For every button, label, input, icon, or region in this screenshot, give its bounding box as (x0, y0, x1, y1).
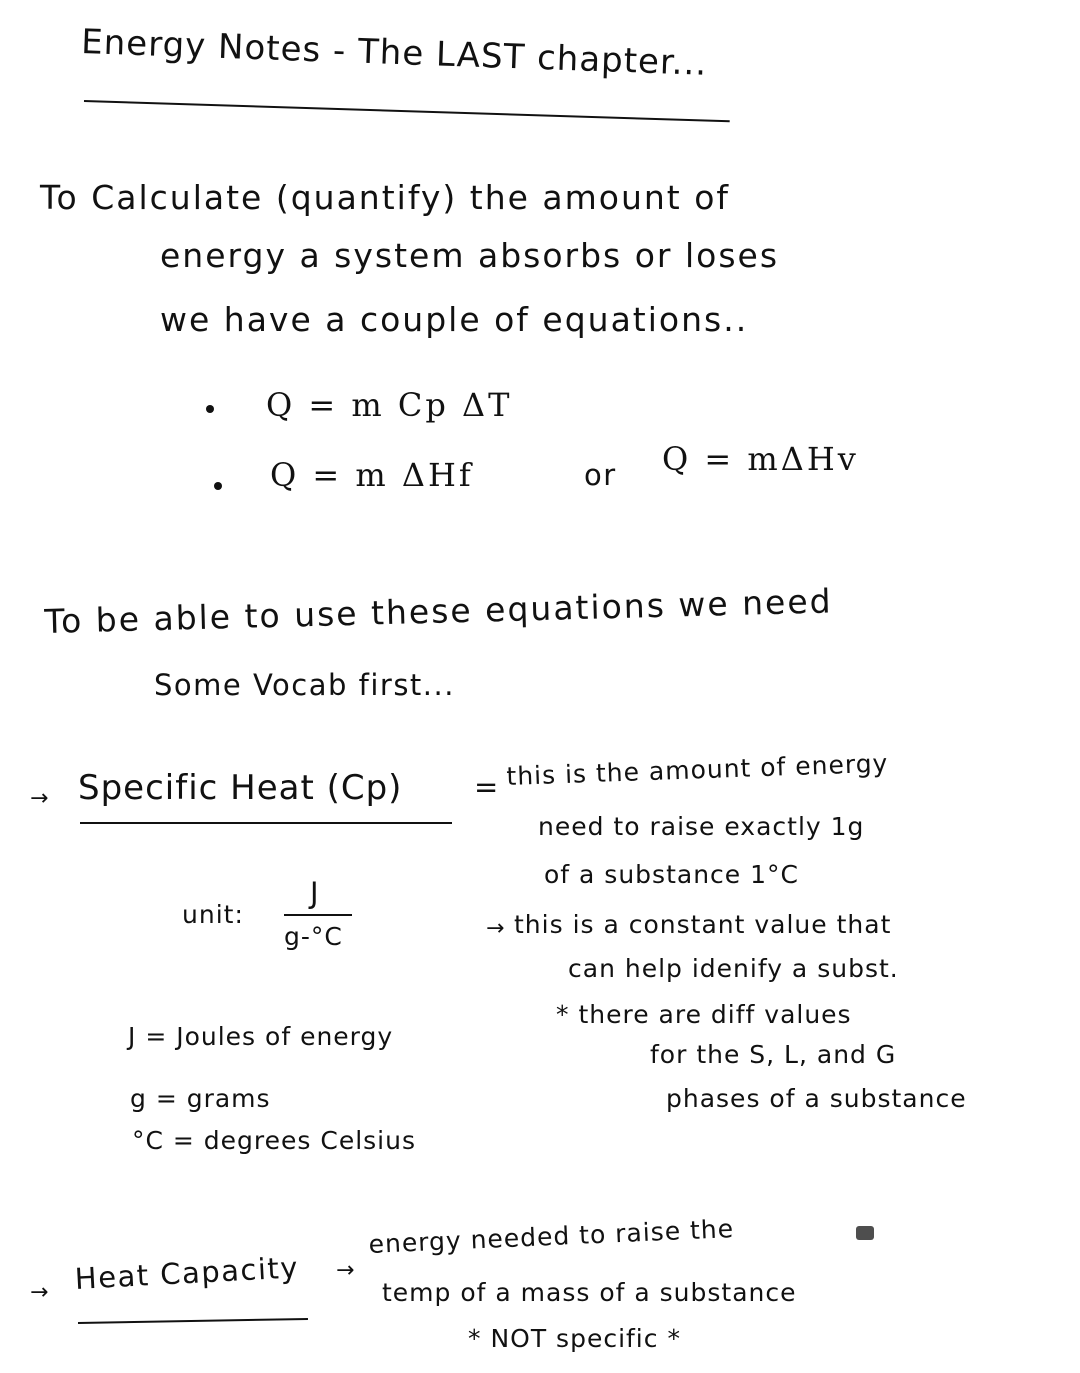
specific-heat-note-2: can help idenify a subst. (568, 954, 899, 983)
term-heat-capacity: Heat Capacity (74, 1250, 300, 1296)
equation-specific-heat: Q = m Cp ΔT (266, 386, 513, 424)
arrow-icon: → (486, 916, 505, 941)
legend-grams: g = grams (130, 1084, 271, 1113)
page-title: Energy Notes - The LAST chapter... (80, 22, 708, 84)
specific-heat-note-3: * there are diff values (556, 1000, 852, 1029)
title-underline (84, 100, 730, 122)
heat-capacity-def-3: * NOT specific * (468, 1324, 681, 1353)
intro-line-3: we have a couple of equations.. (160, 300, 749, 339)
bullet-dot (206, 405, 214, 413)
equation-vaporization: Q = mΔHv (662, 440, 859, 478)
unit-label: unit: (182, 900, 244, 929)
legend-joules: J = Joules of energy (128, 1022, 394, 1051)
intro-line-1: To Calculate (quantify) the amount of (40, 178, 731, 217)
heat-capacity-def-2: temp of a mass of a substance (382, 1278, 797, 1307)
vocab-intro-line-2: Some Vocab first... (154, 668, 455, 702)
unit-numerator: J (310, 876, 321, 910)
legend-celsius: °C = degrees Celsius (132, 1126, 417, 1155)
fraction-bar (284, 914, 352, 916)
term-underline (80, 822, 452, 824)
arrow-icon: → (30, 1280, 49, 1305)
specific-heat-def-2: need to raise exactly 1g (538, 812, 865, 841)
term-underline (78, 1318, 308, 1324)
heat-capacity-def-1: energy needed to raise the (368, 1214, 735, 1259)
unit-denominator: g-°C (284, 922, 343, 951)
intro-line-2: energy a system absorbs or loses (160, 236, 780, 275)
arrow-icon: → (336, 1258, 355, 1283)
definition-equals: = (474, 770, 500, 804)
term-specific-heat: Specific Heat (Cp) (78, 768, 403, 808)
specific-heat-def-3: of a substance 1°C (544, 860, 799, 889)
equation-or: or (584, 458, 617, 492)
specific-heat-note-4: for the S, L, and G (650, 1040, 897, 1069)
specific-heat-note-5: phases of a substance (666, 1084, 967, 1113)
scribble-mark (856, 1226, 874, 1240)
specific-heat-note-1: this is a constant value that (514, 910, 892, 939)
specific-heat-def-1: this is the amount of energy (506, 748, 889, 791)
equation-fusion: Q = m ΔHf (270, 456, 474, 494)
vocab-intro-line-1: To be able to use these equations we need (44, 581, 834, 641)
arrow-icon: → (30, 786, 49, 811)
bullet-dot (214, 482, 222, 490)
